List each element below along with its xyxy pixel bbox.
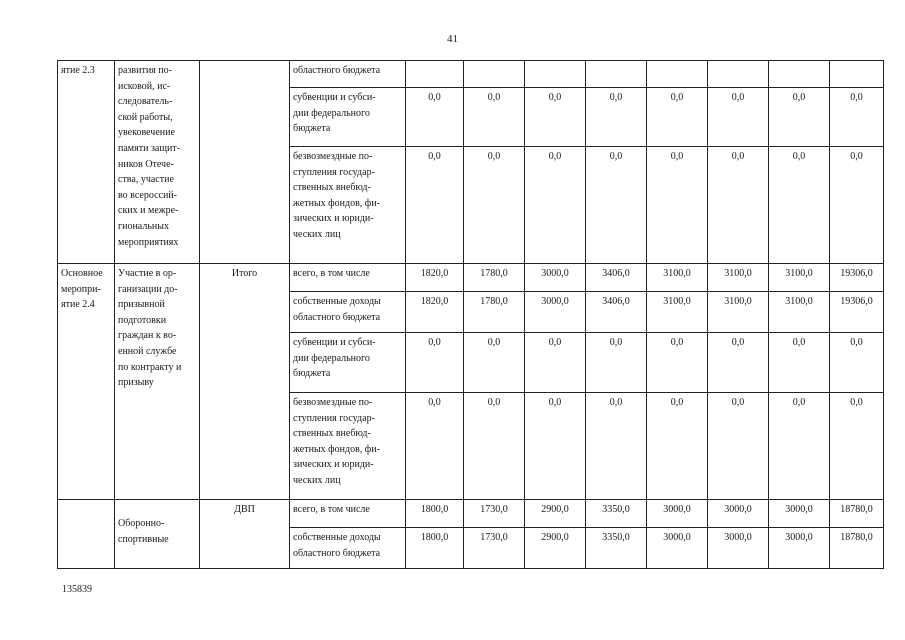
value-cell: 3406,0 (586, 292, 647, 333)
value-cell: 0,0 (406, 147, 464, 264)
value-cell: 0,0 (406, 333, 464, 393)
budget-table (57, 60, 884, 569)
value-cell: 0,0 (647, 333, 708, 393)
value-cell: 0,0 (525, 333, 586, 393)
value-cell (525, 61, 586, 88)
value-cell: 0,0 (647, 147, 708, 264)
value-cell: 0,0 (647, 393, 708, 500)
value-cell: 3000,0 (708, 528, 769, 569)
value-cell (769, 61, 830, 88)
activity-name-cell: Основное меропри- ятие 2.4 (58, 264, 115, 500)
value-cell: 1820,0 (406, 292, 464, 333)
value-cell: 1780,0 (464, 292, 525, 333)
value-cell: 0,0 (708, 88, 769, 147)
value-cell: 1730,0 (464, 500, 525, 528)
source-label-cell: собственные доходы областного бюджета (290, 292, 406, 333)
table-row (58, 500, 884, 528)
value-cell: 3100,0 (708, 292, 769, 333)
activity-desc-cell: Участие в ор- ганизации до- призывной подготовки граждан к во- енной службе по контракту и призыву (115, 264, 200, 500)
value-cell: 2900,0 (525, 528, 586, 569)
value-cell (647, 61, 708, 88)
value-cell: 0,0 (406, 88, 464, 147)
value-cell: 1800,0 (406, 528, 464, 569)
source-label-cell: безвозмездные по- ступления государ- ственных внебюд- жетных фондов, фи- зических и юриди- ческих лиц (290, 393, 406, 500)
value-cell: 1800,0 (406, 500, 464, 528)
value-cell: 3100,0 (647, 292, 708, 333)
value-cell: 0,0 (586, 147, 647, 264)
source-label-cell: субвенции и субси- дии федерального бюджета (290, 88, 406, 147)
value-cell (406, 61, 464, 88)
value-cell: 0,0 (525, 393, 586, 500)
responsible-cell: Итого (200, 264, 290, 500)
value-cell: 0,0 (830, 88, 884, 147)
value-cell: 19306,0 (830, 292, 884, 333)
activity-desc-cell: развития по- исковой, ис- следователь- ской работы, увековечение памяти защит- ников Отече- ства, участие во всероссий- ских и межре- гиональных мероприятиях (115, 61, 200, 264)
value-cell: 1780,0 (464, 264, 525, 292)
value-cell: 18780,0 (830, 500, 884, 528)
source-label-cell: областного бюджета (290, 61, 406, 88)
value-cell: 0,0 (708, 147, 769, 264)
value-cell: 19306,0 (830, 264, 884, 292)
value-cell: 0,0 (769, 393, 830, 500)
activity-name-cell: ятие 2.3 (58, 61, 115, 264)
activity-name-cell (58, 500, 115, 569)
activity-desc-cell: Оборонно- спортивные (115, 500, 200, 569)
value-cell: 0,0 (464, 333, 525, 393)
value-cell: 0,0 (464, 88, 525, 147)
value-cell: 3000,0 (769, 528, 830, 569)
value-cell: 3100,0 (769, 292, 830, 333)
value-cell: 3000,0 (769, 500, 830, 528)
value-cell: 3000,0 (647, 500, 708, 528)
source-label-cell: собственные доходы областного бюджета (290, 528, 406, 569)
value-cell: 0,0 (830, 147, 884, 264)
source-label-cell: всего, в том числе (290, 500, 406, 528)
value-cell (586, 61, 647, 88)
value-cell: 0,0 (769, 333, 830, 393)
value-cell: 0,0 (708, 333, 769, 393)
value-cell: 0,0 (769, 88, 830, 147)
value-cell (830, 61, 884, 88)
value-cell: 3350,0 (586, 528, 647, 569)
value-cell (464, 61, 525, 88)
source-label-cell: всего, в том числе (290, 264, 406, 292)
value-cell: 0,0 (586, 333, 647, 393)
value-cell: 3100,0 (769, 264, 830, 292)
value-cell: 0,0 (406, 393, 464, 500)
source-label-cell: безвозмездные по- ступления государ- ственных внебюд- жетных фондов, фи- зических и юриди- ческих лиц (290, 147, 406, 264)
table-row (58, 264, 884, 292)
value-cell: 0,0 (708, 393, 769, 500)
value-cell: 3000,0 (525, 292, 586, 333)
document-code: 135839 (62, 584, 92, 595)
table-row (58, 61, 884, 88)
value-cell: 0,0 (525, 147, 586, 264)
value-cell: 3100,0 (708, 264, 769, 292)
responsible-cell: ДВП (200, 500, 290, 569)
value-cell: 0,0 (586, 393, 647, 500)
value-cell: 0,0 (769, 147, 830, 264)
value-cell: 0,0 (647, 88, 708, 147)
value-cell: 3000,0 (647, 528, 708, 569)
value-cell: 1820,0 (406, 264, 464, 292)
value-cell: 1730,0 (464, 528, 525, 569)
value-cell: 0,0 (464, 147, 525, 264)
value-cell: 3000,0 (708, 500, 769, 528)
page-number: 41 (447, 33, 458, 45)
value-cell: 0,0 (525, 88, 586, 147)
source-label-cell: субвенции и субси- дии федерального бюджета (290, 333, 406, 393)
value-cell: 2900,0 (525, 500, 586, 528)
value-cell (708, 61, 769, 88)
value-cell: 3000,0 (525, 264, 586, 292)
responsible-cell (200, 61, 290, 264)
value-cell: 3406,0 (586, 264, 647, 292)
value-cell: 0,0 (586, 88, 647, 147)
value-cell: 18780,0 (830, 528, 884, 569)
value-cell: 0,0 (830, 333, 884, 393)
value-cell: 3100,0 (647, 264, 708, 292)
value-cell: 0,0 (464, 393, 525, 500)
value-cell: 3350,0 (586, 500, 647, 528)
value-cell: 0,0 (830, 393, 884, 500)
